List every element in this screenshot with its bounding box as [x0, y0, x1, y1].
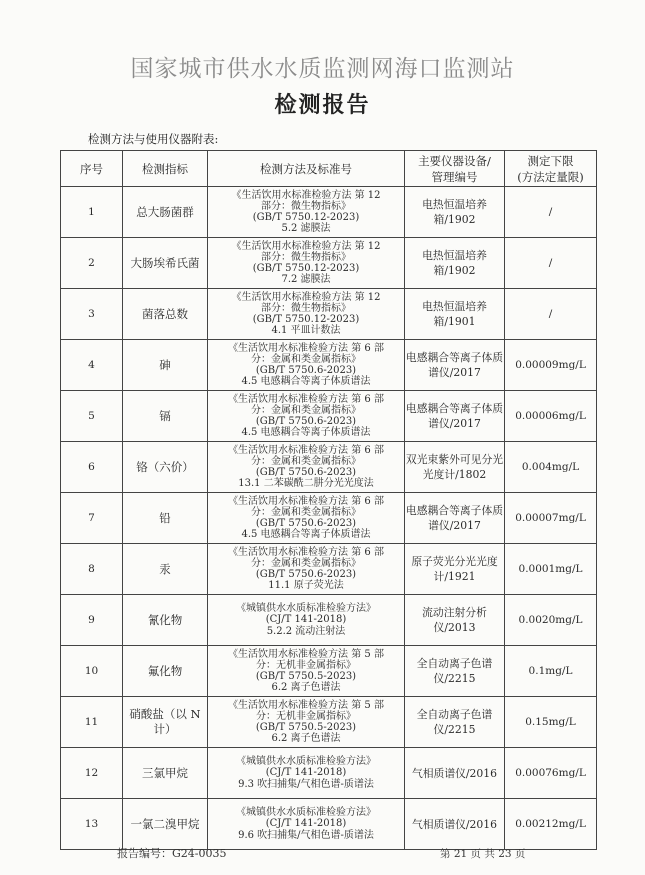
- cell-seq: 8: [61, 544, 123, 595]
- cell-instrument: 电热恒温培养箱/1901: [405, 289, 505, 340]
- page-number: 第 21 页 共 23 页: [440, 848, 526, 860]
- cell-seq: 7: [61, 493, 123, 544]
- method-line: 《生活饮用水标准检验方法 第 6 部: [228, 393, 384, 405]
- cell-instrument: 电热恒温培养箱/1902: [405, 238, 505, 289]
- cell-instrument: 原子荧光分光光度计/1921: [405, 544, 505, 595]
- cell-instrument: 双光束紫外可见分光光度计/1802: [405, 442, 505, 493]
- method-line: 《城镇供水水质标准检验方法》: [236, 756, 376, 768]
- cell-limit: /: [505, 187, 597, 238]
- cell-indicator: 菌落总数: [123, 289, 208, 340]
- header-method: 检测方法及标准号: [208, 151, 405, 187]
- table-row: [61, 799, 597, 850]
- cell-method: [208, 646, 405, 697]
- table-row: [61, 238, 597, 289]
- cell-indicator: 汞: [123, 544, 208, 595]
- table-row: [61, 595, 597, 646]
- method-line: (GB/T 5750.6-2023): [255, 467, 357, 478]
- cell-method: [208, 697, 405, 748]
- method-line: (CJ/T 141-2018): [265, 818, 347, 830]
- cell-seq: 11: [61, 697, 123, 748]
- method-line: 6.2 离子色谱法: [271, 733, 341, 745]
- method-line: (GB/T 5750.6-2023): [255, 518, 357, 529]
- cell-method: [208, 799, 405, 850]
- method-instrument-table: [60, 150, 597, 850]
- cell-indicator: 铬（六价）: [123, 442, 208, 493]
- table-row: [61, 697, 597, 748]
- cell-indicator: 一氯二溴甲烷: [123, 799, 208, 850]
- cell-indicator: 镉: [123, 391, 208, 442]
- cell-limit: 0.1mg/L: [505, 646, 597, 697]
- cell-method: [208, 289, 405, 340]
- table-row: [61, 748, 597, 799]
- cell-instrument: 电感耦合等离子体质谱仪/2017: [405, 493, 505, 544]
- method-line: 13.1 二苯碳酰二肼分光光度法: [238, 478, 374, 490]
- table-caption: 检测方法与使用仪器附表:: [88, 132, 219, 146]
- method-line: (CJ/T 141-2018): [265, 614, 347, 626]
- cell-indicator: 硝酸盐（以 N 计）: [123, 697, 208, 748]
- cell-method: [208, 340, 405, 391]
- cell-seq: 4: [61, 340, 123, 391]
- method-line: 《生活饮用水标准检验方法 第 6 部: [228, 495, 384, 507]
- header-instrument: 主要仪器设备/ 管理编号: [405, 151, 505, 187]
- cell-limit: 0.00009mg/L: [505, 340, 597, 391]
- cell-seq: 1: [61, 187, 123, 238]
- cell-limit: 0.0020mg/L: [505, 595, 597, 646]
- cell-indicator: 砷: [123, 340, 208, 391]
- method-line: 《生活饮用水标准检验方法 第 6 部: [228, 444, 384, 456]
- method-line: 《生活饮用水标准检验方法 第 12: [231, 240, 381, 252]
- cell-limit: 0.15mg/L: [505, 697, 597, 748]
- cell-seq: 10: [61, 646, 123, 697]
- cell-instrument: 全自动离子色谱仪/2215: [405, 646, 505, 697]
- method-line: 6.2 离子色谱法: [271, 682, 341, 694]
- header-limit: 测定下限 (方法定量限): [505, 151, 597, 187]
- table-row: [61, 493, 597, 544]
- cell-indicator: 氰化物: [123, 595, 208, 646]
- cell-seq: 6: [61, 442, 123, 493]
- cell-indicator: 三氯甲烷: [123, 748, 208, 799]
- method-line: 《生活饮用水标准检验方法 第 12: [231, 291, 381, 303]
- cell-method: [208, 442, 405, 493]
- cell-indicator: 大肠埃希氏菌: [123, 238, 208, 289]
- cell-instrument: 气相质谱仪/2016: [405, 748, 505, 799]
- table-row: [61, 340, 597, 391]
- cell-seq: 13: [61, 799, 123, 850]
- method-line: 9.6 吹扫捕集/气相色谱-质谱法: [238, 829, 374, 841]
- method-line: 《城镇供水水质标准检验方法》: [236, 807, 376, 819]
- method-line: 4.5 电感耦合等离子体质谱法: [241, 529, 371, 541]
- method-line: 分：无机非金属指标》: [256, 659, 356, 671]
- method-line: (GB/T 5750.6-2023): [255, 569, 357, 580]
- table-row: [61, 442, 597, 493]
- cell-instrument: 电感耦合等离子体质谱仪/2017: [405, 340, 505, 391]
- cell-indicator: 氟化物: [123, 646, 208, 697]
- method-line: (GB/T 5750.5-2023): [255, 722, 357, 733]
- header-indicator: 检测指标: [123, 151, 208, 187]
- table-header-row: [61, 151, 597, 187]
- cell-method: [208, 493, 405, 544]
- method-line: (GB/T 5750.6-2023): [255, 365, 357, 376]
- method-line: (GB/T 5750.6-2023): [255, 416, 357, 427]
- page-title: 检测报告: [274, 92, 371, 118]
- method-line: (CJ/T 141-2018): [265, 767, 347, 779]
- method-line: 4.5 电感耦合等离子体质谱法: [241, 427, 371, 439]
- method-line: 分：金属和类金属指标》: [251, 557, 361, 569]
- cell-seq: 3: [61, 289, 123, 340]
- cell-indicator: 铅: [123, 493, 208, 544]
- method-line: (GB/T 5750.12-2023): [252, 212, 360, 223]
- method-line: 部分：微生物指标》: [261, 251, 351, 263]
- method-line: 《生活饮用水标准检验方法 第 5 部: [228, 648, 384, 660]
- report-number: 报告编号：G24-0035: [117, 847, 227, 860]
- table-row: [61, 289, 597, 340]
- method-line: 4.5 电感耦合等离子体质谱法: [241, 376, 371, 388]
- cell-method: [208, 187, 405, 238]
- method-line: 7.2 滤膜法: [281, 274, 331, 286]
- cell-method: [208, 238, 405, 289]
- method-line: 5.2 滤膜法: [281, 223, 331, 235]
- cell-limit: 0.00006mg/L: [505, 391, 597, 442]
- cell-limit: /: [505, 289, 597, 340]
- cell-instrument: 电感耦合等离子体质谱仪/2017: [405, 391, 505, 442]
- cell-method: [208, 391, 405, 442]
- cell-instrument: 气相质谱仪/2016: [405, 799, 505, 850]
- cell-instrument: 流动注射分析仪/2013: [405, 595, 505, 646]
- method-line: 分：金属和类金属指标》: [251, 506, 361, 518]
- cell-seq: 12: [61, 748, 123, 799]
- header-seq: 序号: [61, 151, 123, 187]
- cell-indicator: 总大肠菌群: [123, 187, 208, 238]
- cell-limit: 0.004mg/L: [505, 442, 597, 493]
- method-line: 分：无机非金属指标》: [256, 710, 356, 722]
- cell-method: [208, 595, 405, 646]
- method-line: 11.1 原子荧光法: [268, 580, 344, 592]
- table-row: [61, 187, 597, 238]
- cell-seq: 2: [61, 238, 123, 289]
- method-line: 9.3 吹扫捕集/气相色谱-质谱法: [238, 778, 374, 790]
- method-line: 《生活饮用水标准检验方法 第 6 部: [228, 342, 384, 354]
- org-title: 国家城市供水水质监测网海口监测站: [130, 56, 515, 82]
- cell-method: [208, 544, 405, 595]
- cell-instrument: 电热恒温培养箱/1902: [405, 187, 505, 238]
- table-body: [61, 187, 597, 850]
- cell-method: [208, 748, 405, 799]
- method-line: 4.1 平皿计数法: [271, 325, 341, 337]
- method-line: 《生活饮用水标准检验方法 第 12: [231, 189, 381, 201]
- cell-seq: 9: [61, 595, 123, 646]
- method-line: (GB/T 5750.12-2023): [252, 314, 360, 325]
- table-row: [61, 544, 597, 595]
- cell-limit: 0.00076mg/L: [505, 748, 597, 799]
- table-row: [61, 646, 597, 697]
- cell-limit: 0.00212mg/L: [505, 799, 597, 850]
- method-line: 5.2.2 流动注射法: [266, 625, 346, 637]
- cell-limit: 0.00007mg/L: [505, 493, 597, 544]
- method-line: (GB/T 5750.5-2023): [255, 671, 357, 682]
- method-line: 分：金属和类金属指标》: [251, 404, 361, 416]
- cell-limit: /: [505, 238, 597, 289]
- method-line: 《生活饮用水标准检验方法 第 6 部: [228, 546, 384, 558]
- method-line: 部分：微生物指标》: [261, 302, 351, 314]
- cell-seq: 5: [61, 391, 123, 442]
- method-line: 《城镇供水水质标准检验方法》: [236, 603, 376, 615]
- cell-instrument: 全自动离子色谱仪/2215: [405, 697, 505, 748]
- method-line: 部分：微生物指标》: [261, 200, 351, 212]
- method-line: (GB/T 5750.12-2023): [252, 263, 360, 274]
- cell-limit: 0.0001mg/L: [505, 544, 597, 595]
- table-row: [61, 391, 597, 442]
- method-line: 分：金属和类金属指标》: [251, 455, 361, 467]
- method-line: 《生活饮用水标准检验方法 第 5 部: [228, 699, 384, 711]
- method-line: 分：金属和类金属指标》: [251, 353, 361, 365]
